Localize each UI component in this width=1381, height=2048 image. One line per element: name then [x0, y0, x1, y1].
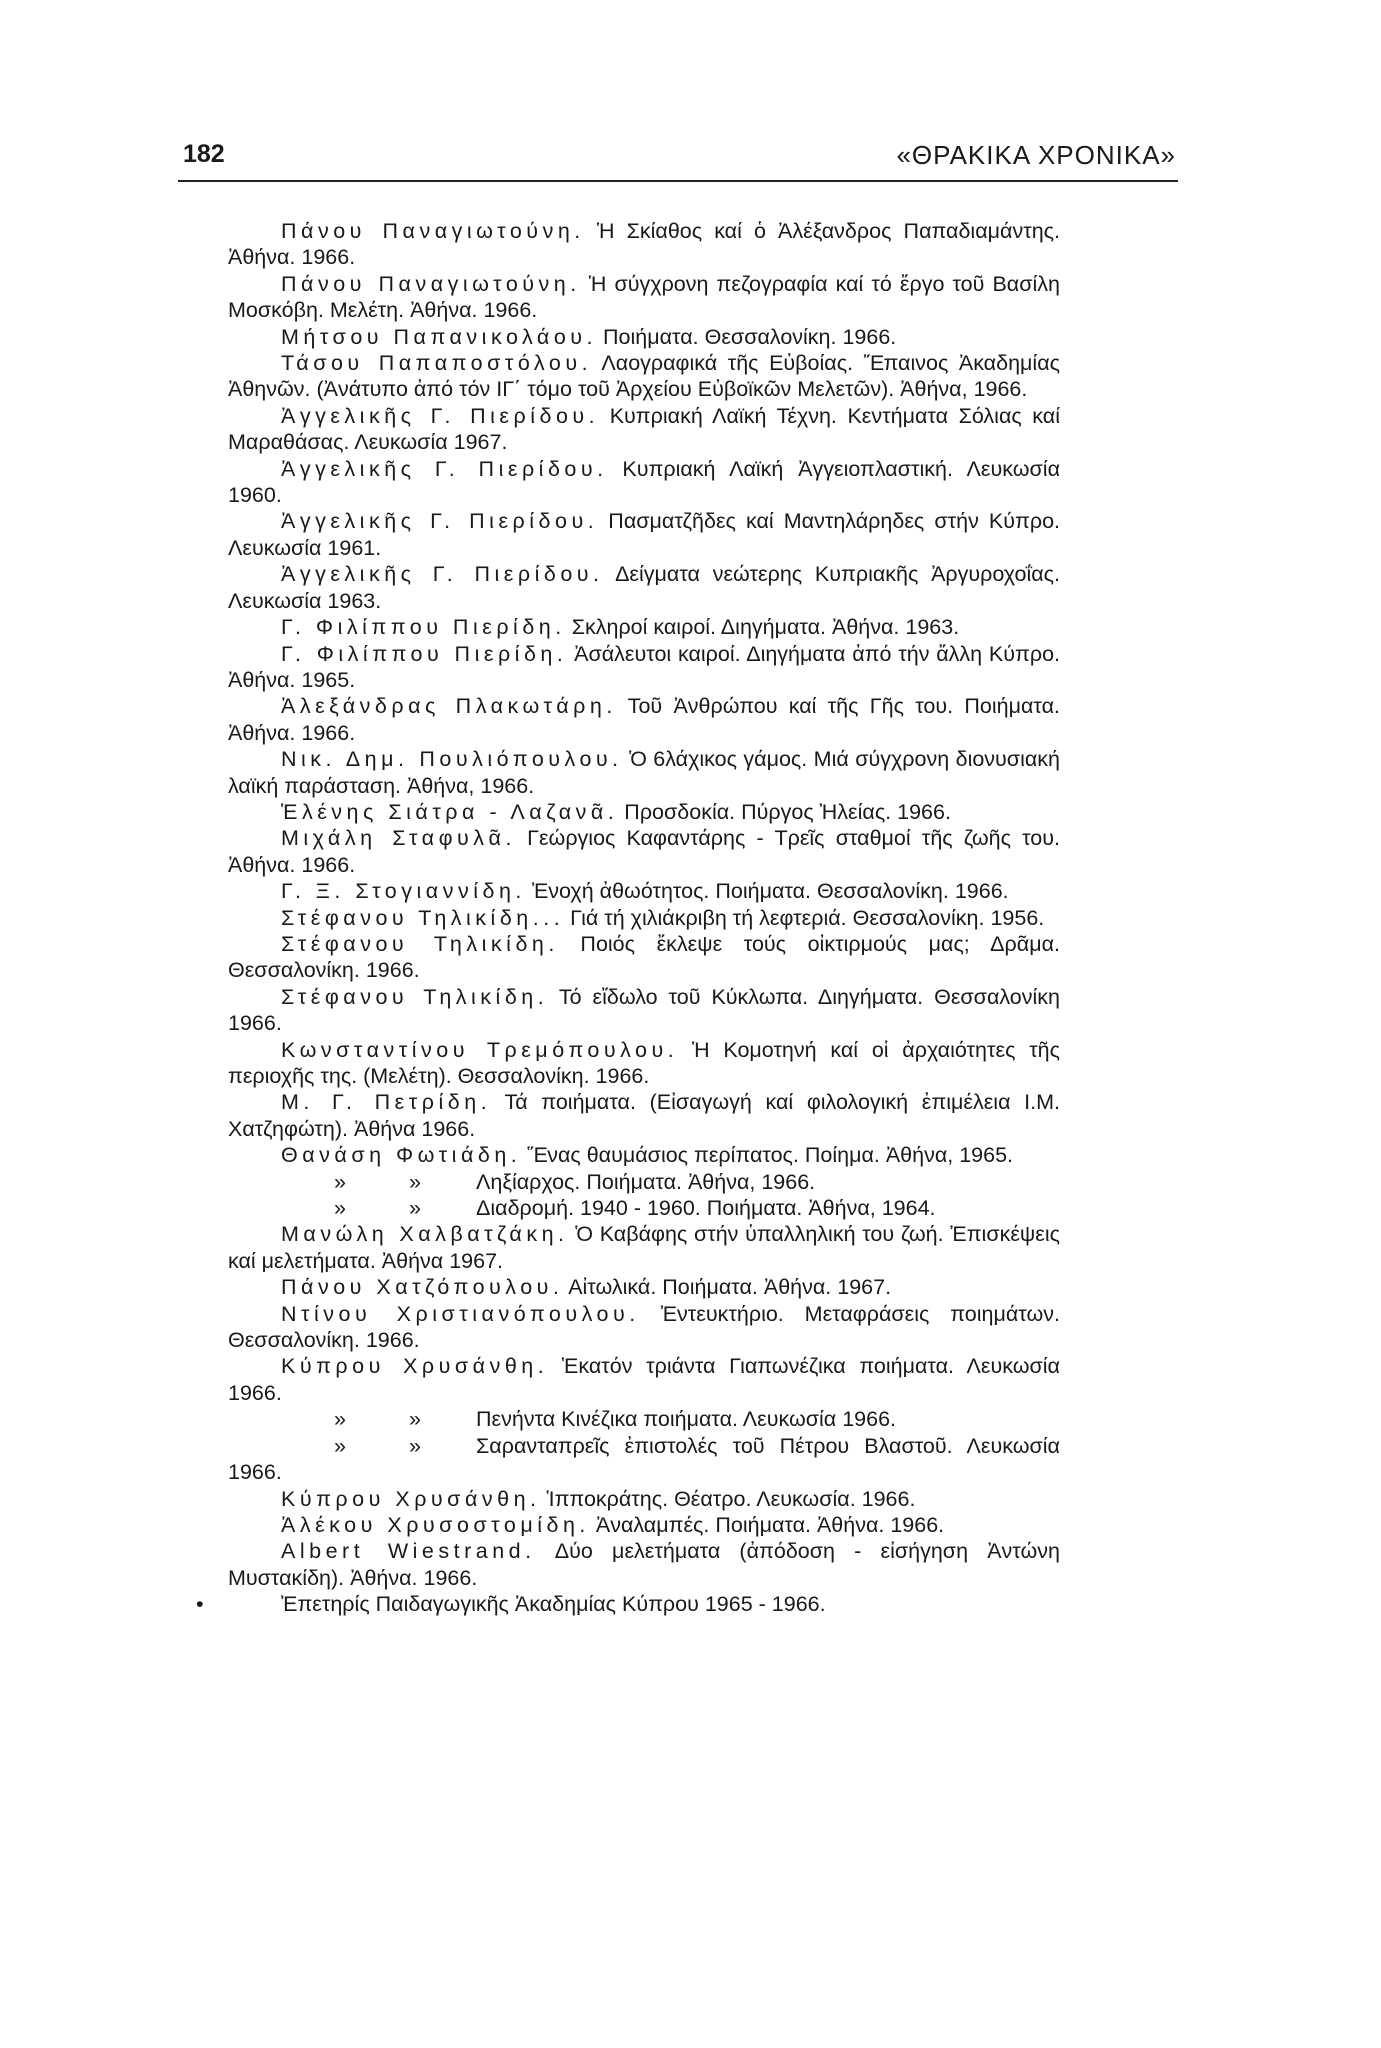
- entry-text: Ἐπετηρίς Παιδαγωγικῆς Ἀκαδημίας Κύπρου 1965 - 1966.: [281, 1592, 826, 1617]
- ditto-mark: »: [409, 1196, 421, 1221]
- bibliography-entry: [228, 1274, 1060, 1300]
- ditto-mark: »: [334, 1407, 346, 1432]
- entry-author: Κύπρου Χρυσάνθη.: [281, 1354, 549, 1379]
- entry-author: Στέφανου Τηλικίδη.: [281, 931, 559, 956]
- entry-author: Μιχάλη Σταφυλᾶ.: [281, 826, 516, 851]
- entry-text: Ληξίαρχος. Ποιήματα. Ἀθήνα, 1966.: [476, 1169, 816, 1194]
- entry-text: Ποιήματα. Θεσσαλονίκη. 1966.: [597, 324, 897, 349]
- entry-text: Ἐνοχή ἀθωότητος. Ποιήματα. Θεσσαλονίκη. 1966.: [525, 879, 1009, 904]
- bibliography-entry-ditto: [228, 1406, 1060, 1432]
- entry-author: Πάνου Παναγιωτούνη.: [281, 219, 585, 243]
- entry-text: Δύο μελετήματα (ἀπόδοση - εἰσήγηση Ἀντώνη Μυστακίδη). Ἀθήνα. 1966.: [228, 1539, 1060, 1590]
- entry-text: Σαρανταπρεῖς ἐπιστολές τοῦ Πέτρου Βλαστοῦ. Λευκωσία 1966.: [228, 1433, 1060, 1485]
- entry-author: Ἀλεξάνδρας Πλακωτάρη.: [281, 694, 617, 719]
- bibliography-entry: [228, 693, 1060, 746]
- bullet-mark: •: [196, 1592, 204, 1617]
- entry-author: Ἀγγελικῆς Γ. Πιερίδου.: [281, 403, 600, 428]
- entry-text: Γεώργιος Καφαντάρης - Τρεῖς σταθμοί τῆς ζωῆς του. Ἀθήνα. 1966.: [228, 826, 1060, 877]
- entry-author: Μήτσου Παπανικολάου.: [281, 324, 598, 349]
- bibliography-entry: [228, 931, 1060, 984]
- entry-author: Ἀγγελικῆς Γ. Πιερίδου.: [281, 562, 604, 587]
- entry-author: Ἀγγελικῆς Γ. Πιερίδου.: [281, 456, 608, 481]
- entry-author: Μανώλη Χαλβατζάκη.: [281, 1222, 569, 1247]
- bibliography-entry: [228, 350, 1060, 403]
- entry-text: Πασματζῆδες καί Μαντηλάρηδες στήν Κύπρο. Λευκωσία 1961.: [228, 509, 1061, 560]
- entry-author: Ἑλένης Σιάτρα - Λαζανᾶ.: [281, 799, 619, 824]
- header-rule: [178, 180, 1178, 182]
- entry-author: Κύπρου Χρυσάνθη.: [281, 1486, 541, 1511]
- entry-text: Ὁ 6λάχικος γάμος. Μιά σύγχρονη διονυσιακή λαϊκή παράσταση. Ἀθήνα, 1966.: [228, 747, 1060, 798]
- bibliography-entry: [228, 218, 1060, 271]
- page-number: 182: [183, 140, 225, 168]
- entry-text: Γιά τή χιλιάκριβη τή λεφτεριά. Θεσσαλονίκη. 1956.: [564, 905, 1045, 930]
- ditto-mark: »: [409, 1433, 421, 1458]
- bibliography-entry: [228, 614, 1060, 640]
- ditto-mark: »: [334, 1169, 346, 1194]
- entry-author: Γ. Φιλίππου Πιερίδη.: [281, 615, 566, 640]
- bibliography-entry-ditto: [228, 1433, 1060, 1486]
- entry-author: Πάνου Χατζόπουλου.: [281, 1275, 564, 1300]
- bibliography-entry: [228, 984, 1060, 1037]
- entry-author: Ἀγγελικῆς Γ. Πιερίδου.: [281, 509, 599, 534]
- bibliography-entry: [228, 1089, 1060, 1142]
- entry-text: Ἐντευκτήριο. Μεταφράσεις ποιημάτων. Θεσσαλονίκη. 1966.: [228, 1301, 1061, 1353]
- entry-text: Διαδρομή. 1940 - 1960. Ποιήματα. Ἀθήνα, 1964.: [476, 1196, 936, 1221]
- bibliography-entry: [196, 1591, 1060, 1617]
- entry-text: Τό εἴδωλο τοῦ Κύκλωπα. Διηγήματα. Θεσσαλονίκη 1966.: [228, 984, 1060, 1036]
- entry-text: Τά ποιήματα. (Εἰσαγωγή καί φιλολογική ἐπιμέλεια Ι.Μ. Χατζηφώτη). Ἀθήνα 1966.: [228, 1090, 1060, 1141]
- bibliography-entry-ditto: [228, 1195, 1060, 1221]
- bibliography-entry: [228, 825, 1060, 878]
- entry-text: Κυπριακή Λαϊκή Τέχνη. Κεντήματα Σόλιας καί Μαραθάσας. Λευκωσία 1967.: [228, 403, 1060, 455]
- entry-text: Ἡ Κομοτηνή καί οἱ ἀρχαιότητες τῆς περιοχῆς της. (Μελέτη). Θεσσαλονίκη. 1966.: [228, 1037, 1061, 1088]
- bibliography-entry: [228, 1142, 1060, 1168]
- bibliography-entry-ditto: [228, 1169, 1060, 1195]
- ditto-mark: »: [334, 1196, 346, 1221]
- entry-author: Τάσου Παπαποστόλου.: [281, 351, 593, 376]
- entry-author: Γ. Φιλίππου Πιερίδη.: [281, 641, 568, 666]
- entry-text: Ἑκατόν τριάντα Γιαπωνέζικα ποιήματα. Λευκωσία 1966.: [228, 1354, 1060, 1405]
- running-title: «ΘΡΑΚΙΚΑ ΧΡΟΝΙΚΑ»: [896, 140, 1176, 170]
- entry-author: Albert Wiestrand.: [281, 1539, 536, 1564]
- bibliography-entry: [228, 1221, 1060, 1274]
- bibliography-entry: [228, 403, 1060, 456]
- entry-text: Ἡ Σκίαθος καί ὁ Ἀλέξανδρος Παπαδιαμάντης. Ἀθήνα. 1966.: [228, 219, 1060, 270]
- entry-text: Ποιός ἔκλεψε τούς οἰκτιρμούς μας; Δρᾶμα. Θεσσαλονίκη. 1966.: [228, 931, 1060, 983]
- entry-text: Σκληροί καιροί. Διηγήματα. Ἀθήνα. 1963.: [565, 615, 960, 640]
- entry-text: Δείγματα νεώτερης Κυπριακῆς Ἀργυροχοΐας. Λευκωσία 1963.: [228, 562, 1060, 613]
- bibliography-entry: [228, 905, 1060, 931]
- bibliography-entry: [228, 1486, 1060, 1512]
- entry-text: Ὁ Καβάφης στήν ὑπαλληλική του ζωή. Ἐπισκέψεις καί μελετήματα. Ἀθήνα 1967.: [228, 1222, 1060, 1273]
- bibliography-entry: [228, 641, 1060, 694]
- bibliography-entry: [228, 878, 1060, 904]
- bibliography-entry: [228, 1301, 1060, 1354]
- bibliography-entry: [228, 456, 1060, 509]
- entry-author: Πάνου Παναγιωτούνη.: [281, 271, 581, 296]
- entry-author: Ντίνου Χριστιανόπουλου.: [281, 1301, 640, 1326]
- bibliography-list: [196, 218, 1061, 1618]
- entry-author: Θανάση Φωτιάδη.: [281, 1143, 522, 1168]
- entry-text: Πενήντα Κινέζικα ποιήματα. Λευκωσία 1966.: [476, 1407, 897, 1432]
- bibliography-entry: [228, 1512, 1060, 1538]
- ditto-mark: »: [409, 1169, 421, 1194]
- bibliography-entry: [228, 1353, 1060, 1406]
- bibliography-entry: [228, 271, 1060, 324]
- entry-text: Τοῦ Ἀνθρώπου καί τῆς Γῆς του. Ποιήματα. Ἀθήνα. 1966.: [228, 694, 1060, 745]
- bibliography-entry: [228, 799, 1060, 825]
- bibliography-entry: [228, 1037, 1060, 1090]
- entry-author: Νικ. Δημ. Πουλιόπουλου.: [281, 747, 623, 772]
- entry-text: Ἡ σύγχρονη πεζογραφία καί τό ἔργο τοῦ Βασίλη Μοσκόβη. Μελέτη. Ἀθήνα. 1966.: [228, 271, 1060, 323]
- ditto-mark: »: [334, 1433, 346, 1458]
- entry-author: Ἀλέκου Χρυσοστομίδη.: [281, 1512, 590, 1537]
- entry-author: Στέφανου Τηλικίδη.: [281, 984, 549, 1009]
- entry-text: Ἀσάλευτοι καιροί. Διηγήματα ἀπό τήν ἄλλη Κύπρο. Ἀθήνα. 1965.: [228, 641, 1060, 692]
- entry-author: Κωνσταντίνου Τρεμόπουλου.: [281, 1037, 679, 1062]
- bibliography-entry: [228, 508, 1060, 561]
- entry-text: Ἀναλαμπές. Ποιήματα. Ἀθήνα. 1966.: [589, 1512, 945, 1537]
- entry-text: Ἕνας θαυμάσιος περίπατος. Ποίημα. Ἀθήνα, 1965.: [521, 1143, 1014, 1168]
- entry-author: Γ. Ξ. Στογιαννίδη.: [281, 879, 526, 904]
- bibliography-entry: [228, 324, 1060, 350]
- bibliography-entry: [228, 561, 1060, 614]
- entry-text: Προσδοκία. Πύργος Ἠλείας. 1966.: [618, 799, 951, 824]
- entry-text: Ἱπποκράτης. Θέατρο. Λευκωσία. 1966.: [540, 1486, 916, 1511]
- ditto-mark: »: [409, 1407, 421, 1432]
- entry-author: Στέφανου Τηλικίδη...: [281, 905, 565, 930]
- entry-author: Μ. Γ. Πετρίδη.: [281, 1090, 492, 1115]
- bibliography-entry: [228, 1538, 1060, 1591]
- entry-text: Αἰτωλικά. Ποιήματα. Ἀθήνα. 1967.: [563, 1275, 892, 1300]
- entry-text: Λαογραφικά τῆς Εὐβοίας. Ἔπαινος Ἀκαδημίας Ἀθηνῶν. (Ἀνάτυπο ἀπό τόν ΙΓ΄ τόμο τοῦ Ἀρχείου Εὐβοϊκῶν Μελετῶν). Ἀθήνα, 1966.: [228, 351, 1060, 402]
- bibliography-entry: [228, 746, 1060, 799]
- entry-text: Κυπριακή Λαϊκή Ἀγγειοπλαστική. Λευκωσία 1960.: [228, 456, 1060, 508]
